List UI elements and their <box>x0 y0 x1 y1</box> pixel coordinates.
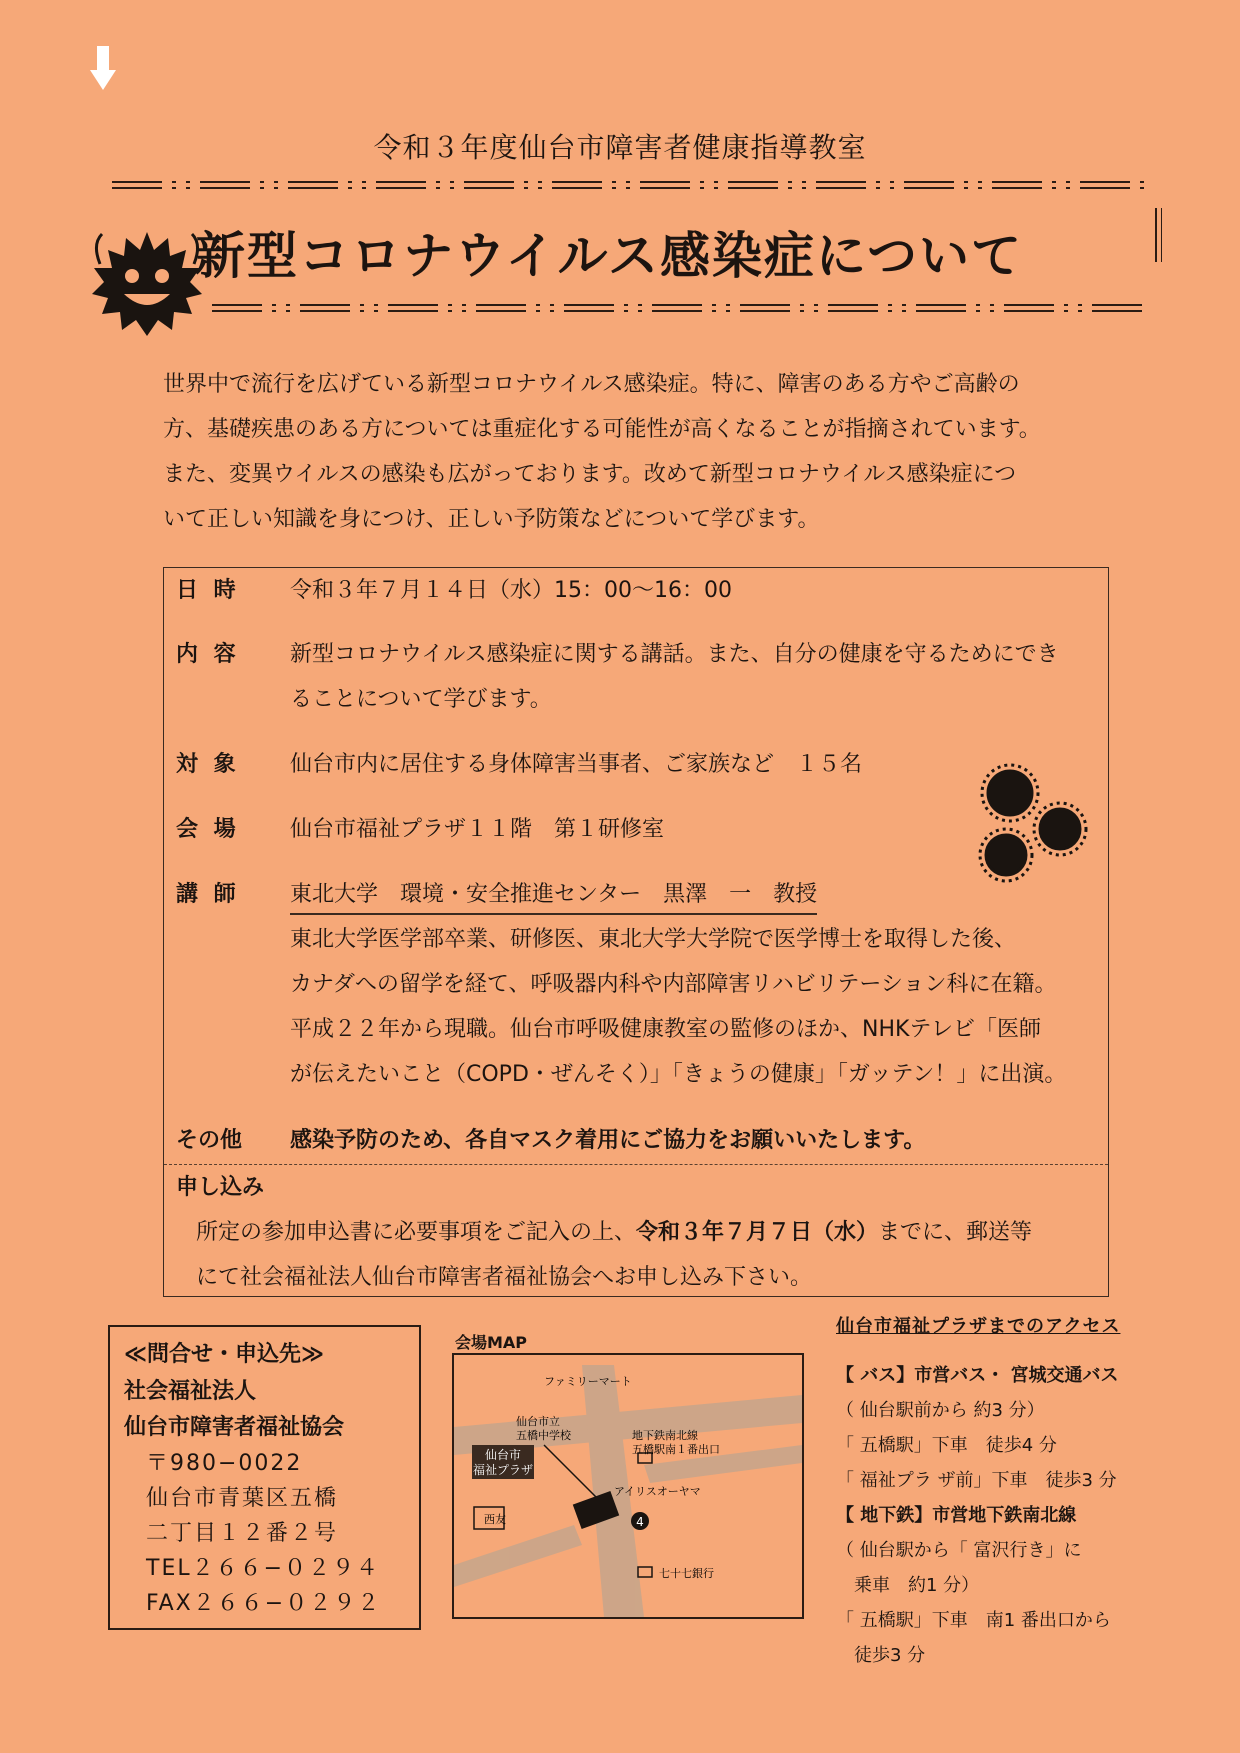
event-title: 新型コロナウイルス感染症について <box>195 227 1023 285</box>
venue-map <box>452 1353 804 1619</box>
intro-text: 世界中で流行を広げている新型コロナウイルス感染症。特に、障害のある方やご高齢の 方、基礎疾患のある方については重症化する可能性が高くなることが指摘されています。 また、変異ウイルスの感染も広がっております。改めて新型コロナウイルス感染症につ いて正しい知識を身につけ、正しい予防策などについて学びます。 <box>163 372 1041 532</box>
event-details-box: 日 時 令和３年７月１４日（水）15：00〜16：00 内 容 新型コロナウイルス感染症に関する講話。また、自分の健康を守るためにでき ることについて学びます。 対 象 仙台市内に居住する身体障害当事者、ご家族など １５名 会 場 仙台市福祉プラザ１１階 第１研修室 講 師 東北大学 環境・安全推進センター 黒澤 一 教授 東北大学医学部卒業、研修医、東北大学大学院で医学博士を取得した後、 カナダへの留学を経て、呼吸器内科や内部障害リハビリテーション科に在籍。 平成２２年から現職。仙台市呼吸健康教室の監修のほか、NHKテレビ「医師 が伝えたいこと（COPD・ぜんそく）」「きょうの健康」「ガッテン！」に出演。 その他 感染予防のため、各自マスク着用にご協力をお願いいたします。 申し込み 所定の参加申込書に必要事項をご記入の上、令和３年７月７日（水）までに、郵送等 にて社会福祉法人仙台市障害者福祉協会へお申し込み下さい。 <box>163 567 1109 1297</box>
map-plaza-label2: 福祉プラザ <box>472 1463 534 1477</box>
map-school2: 五橋中学校 <box>516 1429 571 1442</box>
map-route-number: 4 <box>636 1515 644 1529</box>
map-school1: 仙台市立 <box>516 1415 560 1428</box>
apply-text: 所定の参加申込書に必要事項をご記入の上、令和３年７月７日（水）までに、郵送等 にて社会福祉法人仙台市障害者福祉協会へお申し込み下さい。 <box>196 1220 1033 1290</box>
access-info: 仙台市福祉プラザまでのアクセス 【 バス】市営バス・ 宮城交通バス （ 仙台駅前から 約3 分） 「 五橋駅」下車 徒歩4 分 「 福祉プラ ザ前」下車 徒歩3 分 【 地下鉄】市営地下鉄南北線 （ 仙台駅から「 富沢行き」に 乗車 約1 分） 「 五橋駅」下車 南1 番出口から 徒歩3 分 <box>836 1316 1121 1666</box>
contact-tel: TEL２６６−０２９４ <box>146 1556 381 1581</box>
lecturer-name: 東北大学 環境・安全推進センター 黒澤 一 教授 <box>290 877 817 915</box>
map-label: 会場MAP <box>455 1333 528 1352</box>
contact-fax: FAX２６６−０２９２ <box>146 1591 382 1616</box>
apply-deadline: 令和３年７月７日（水） <box>636 1220 879 1245</box>
map-plaza-label1: 仙台市 <box>484 1448 522 1462</box>
divider <box>164 1164 1108 1165</box>
event-subtitle: 令和３年度仙台市障害者健康指導教室 <box>373 131 867 164</box>
contact-box: ≪問合せ・申込先≫ 社会福祉法人 仙台市障害者福祉協会 〒980−0022 仙台市青葉区五橋 二丁目１２番２号 TEL２６６−０２９４ FAX２６６−０２９２ <box>108 1325 421 1630</box>
virus-mascot-icon <box>82 224 212 340</box>
map-iris: アイリスオーヤマ <box>614 1485 701 1498</box>
apply-heading: 申し込み <box>176 1175 265 1200</box>
map-familymart: ファミリーマート <box>544 1375 632 1388</box>
virus-cluster-icon <box>972 757 1092 887</box>
map-bank: 七十七銀行 <box>659 1567 714 1580</box>
map-subway2: 五橋駅南１番出口 <box>632 1443 720 1456</box>
arrow-down-icon <box>88 44 118 94</box>
map-graphic <box>454 1355 802 1617</box>
map-subway1: 地下鉄南北線 <box>632 1429 698 1442</box>
map-seiyu: 西友 <box>484 1513 506 1526</box>
